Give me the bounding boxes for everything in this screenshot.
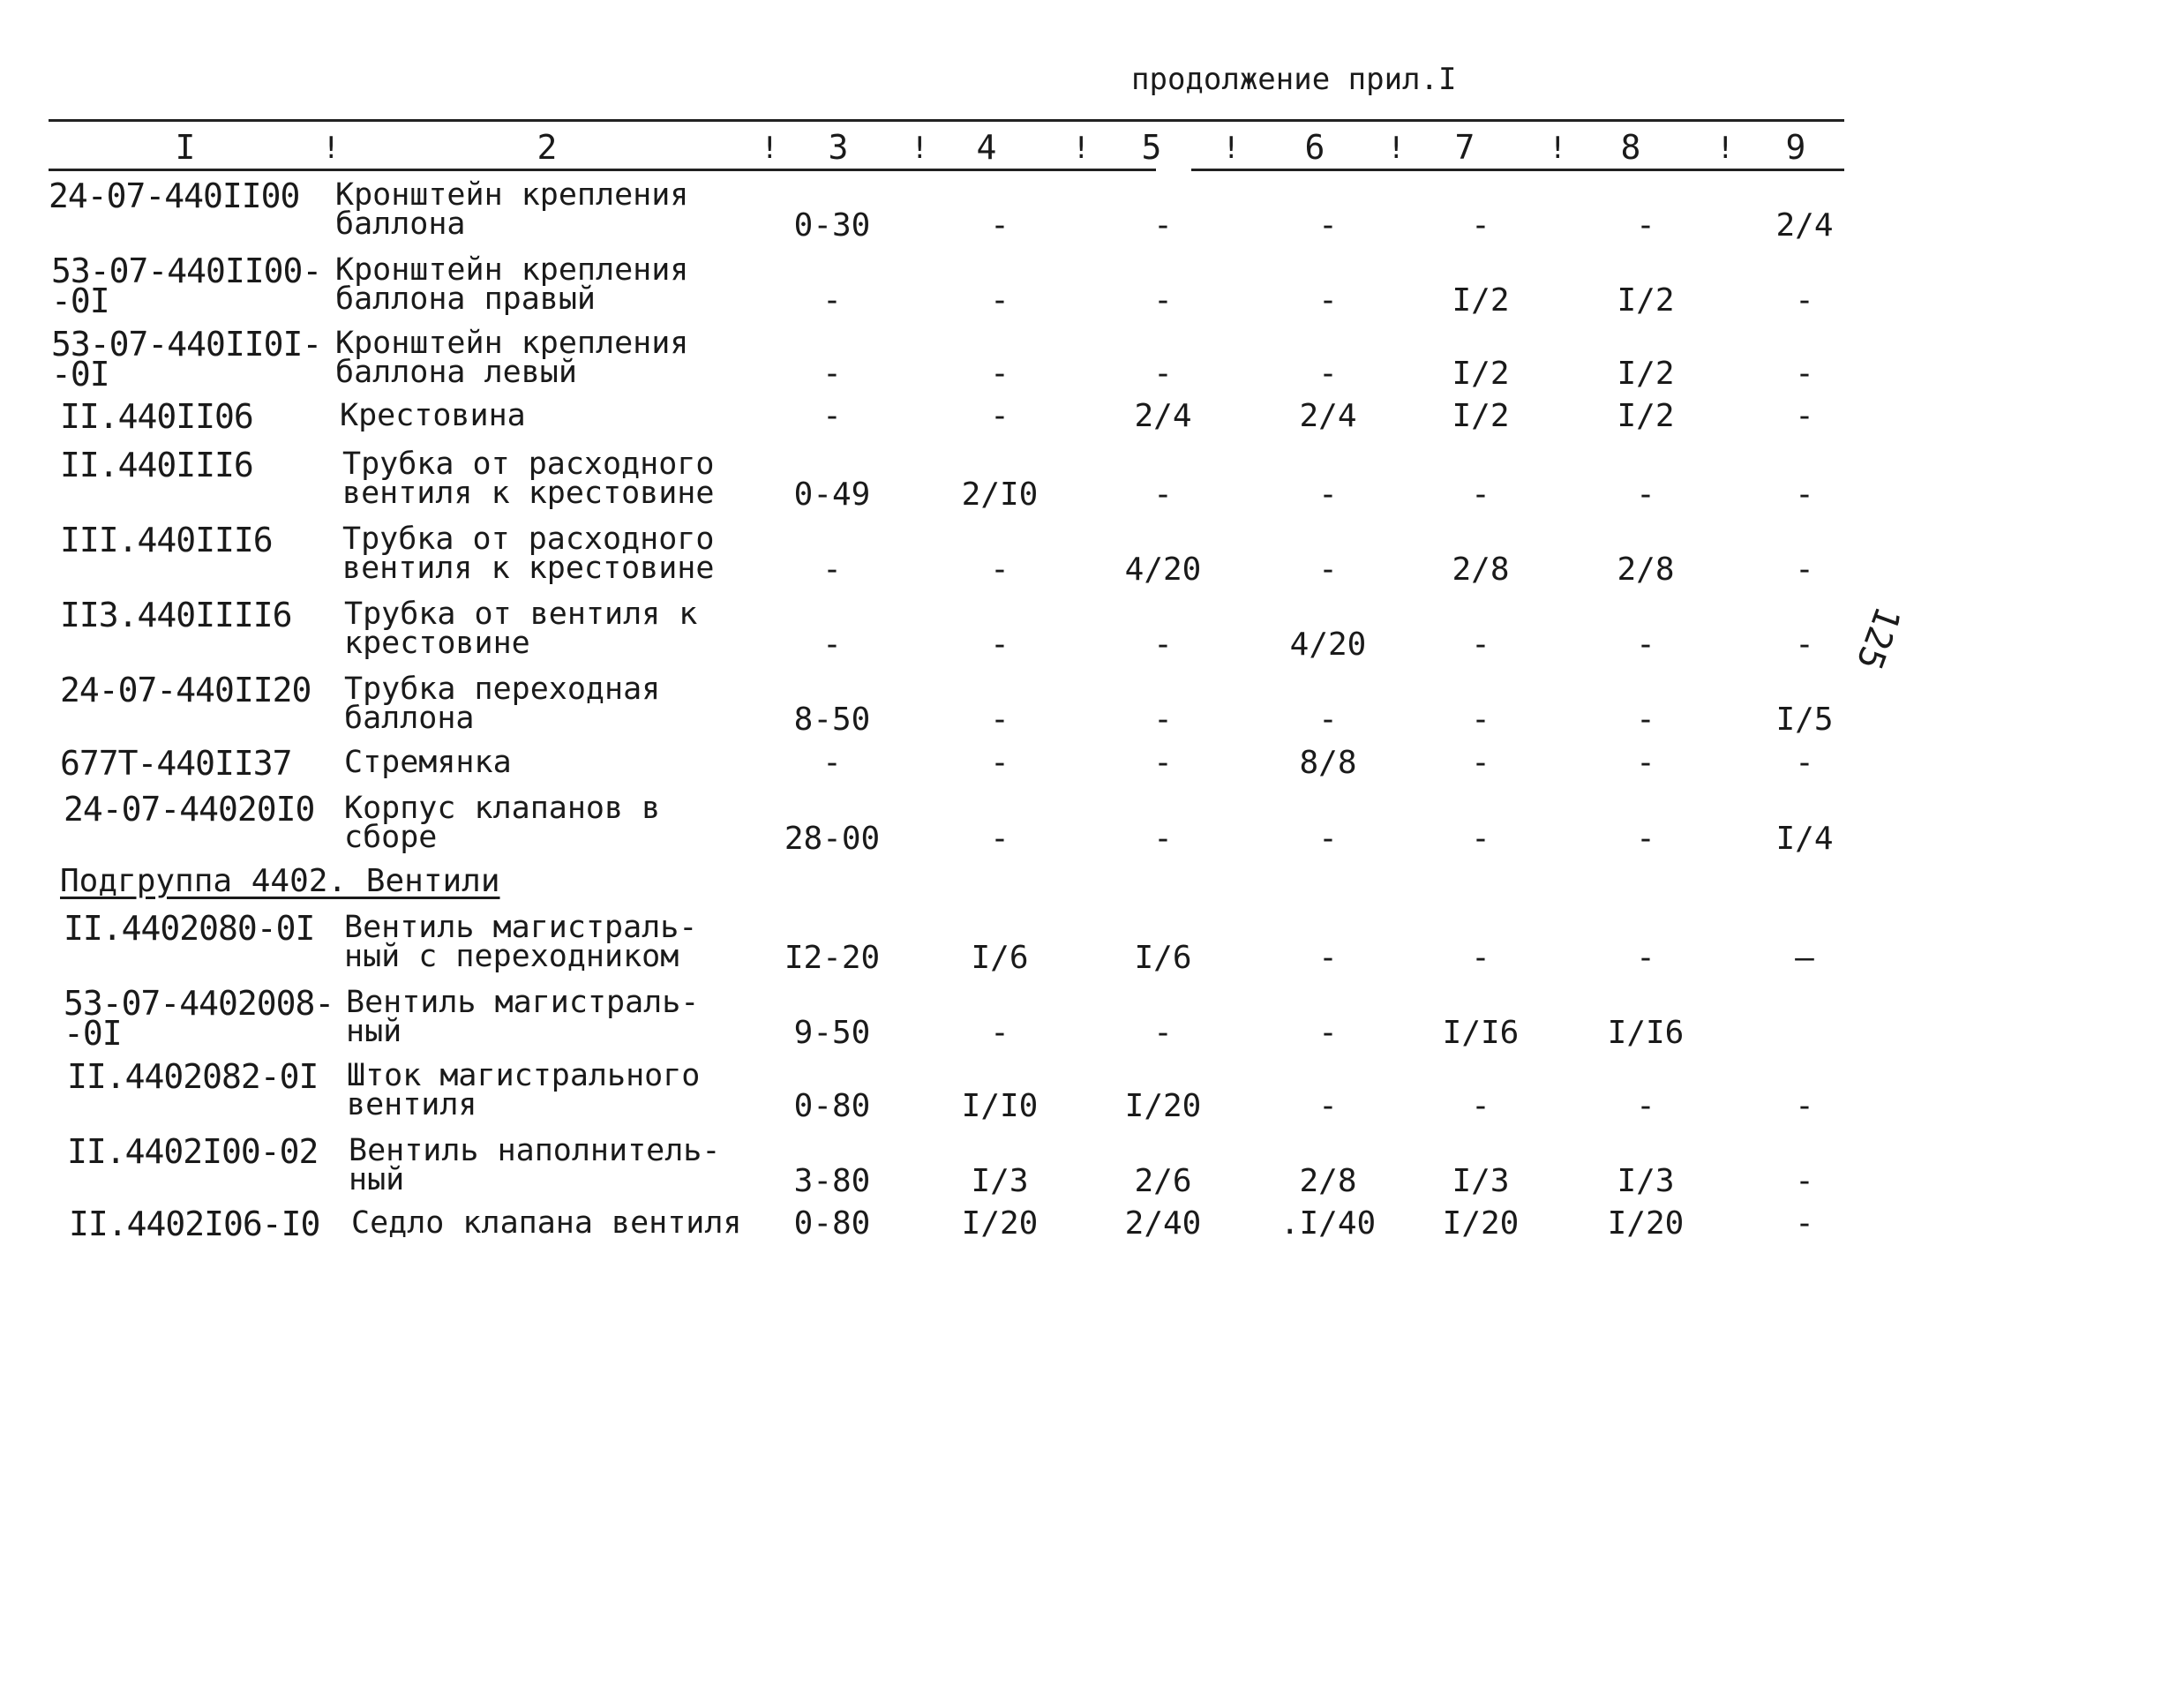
row-code: 53-07-440II0I- -0I	[51, 325, 322, 394]
caption: продолжение прил.I	[1131, 62, 1457, 97]
row-name: Кронштейн крепления баллона	[335, 177, 689, 242]
row-value-col-3: -	[822, 552, 842, 588]
row-value-col-3: 0-49	[793, 477, 871, 513]
row-value-col-4: I/I0	[961, 1088, 1039, 1124]
row-value-col-6: -	[1318, 1015, 1338, 1051]
row-value-col-3: -	[822, 356, 842, 392]
row-value-col-3: 0-30	[793, 207, 871, 244]
row-code: II.4402082-0I	[67, 1057, 319, 1096]
column-separator: !	[761, 131, 779, 166]
row-value-col-9: -	[1795, 1088, 1814, 1124]
row-value-col-9: -	[1795, 477, 1814, 513]
row-value-col-6: 8/8	[1299, 745, 1357, 781]
row-value-col-9: -	[1795, 745, 1814, 781]
row-value-col-5: -	[1153, 282, 1173, 319]
row-value-col-5: -	[1153, 1015, 1173, 1051]
header-rule-top	[49, 119, 1844, 122]
column-header-1: I	[175, 128, 196, 167]
row-value-col-6: -	[1318, 477, 1338, 513]
row-name: Кронштейн крепления баллона левый	[335, 326, 689, 390]
row-value-col-5: 4/20	[1124, 552, 1202, 588]
row-code: 24-07-440II20	[60, 671, 311, 709]
row-name: Крестовина	[340, 398, 526, 433]
row-code: II.440II06	[60, 397, 253, 436]
row-code: II.4402I06-I0	[69, 1204, 320, 1243]
row-value-col-5: -	[1153, 702, 1173, 738]
row-value-col-4: 2/I0	[961, 477, 1039, 513]
row-value-col-8: I/2	[1617, 282, 1675, 319]
row-value-col-4: -	[990, 552, 1009, 588]
row-code: 53-07-4402008- -0I	[64, 984, 334, 1053]
row-value-col-3: 3-80	[793, 1163, 871, 1199]
row-value-col-5: 2/4	[1134, 398, 1192, 434]
row-value-col-7: -	[1471, 1088, 1490, 1124]
row-value-col-7: -	[1471, 207, 1490, 244]
row-value-col-3: 0-80	[793, 1205, 871, 1242]
row-name: Седло клапана вентиля	[351, 1205, 742, 1241]
row-value-col-4: I/6	[971, 940, 1029, 976]
column-header-9: 9	[1785, 128, 1806, 167]
row-value-col-7: I/20	[1442, 1205, 1520, 1242]
row-code: 24-07-44020I0	[64, 790, 315, 829]
row-name: Трубка от вентиля к крестовине	[344, 597, 698, 661]
header-rule-bottom-left	[49, 169, 1156, 171]
row-value-col-7: -	[1471, 745, 1490, 781]
row-value-col-8: I/2	[1617, 398, 1675, 434]
column-header-6: 6	[1304, 128, 1325, 167]
row-value-col-4: I/20	[961, 1205, 1039, 1242]
row-value-col-9: -	[1795, 1163, 1814, 1199]
column-separator: !	[1222, 131, 1241, 166]
row-code: II.4402080-0I	[64, 909, 315, 948]
row-value-col-8: -	[1636, 627, 1655, 663]
column-separator: !	[322, 131, 341, 166]
row-code: II.440III6	[60, 446, 253, 484]
row-value-col-9: -	[1795, 627, 1814, 663]
row-value-col-6: 4/20	[1289, 627, 1367, 663]
row-value-col-5: -	[1153, 356, 1173, 392]
row-value-col-5: -	[1153, 745, 1173, 781]
row-value-col-6: 2/4	[1299, 398, 1357, 434]
column-separator: !	[1387, 131, 1406, 166]
row-value-col-7: -	[1471, 477, 1490, 513]
row-value-col-4: I/3	[971, 1163, 1029, 1199]
row-value-col-4: -	[990, 1015, 1009, 1051]
row-value-col-4: -	[990, 745, 1009, 781]
row-value-col-4: -	[990, 821, 1009, 857]
row-name: Трубка от расходного вентиля к крестовине	[342, 522, 715, 586]
row-value-col-6: -	[1318, 207, 1338, 244]
row-name: Вентиль магистраль- ный	[346, 985, 700, 1049]
row-value-col-4: -	[990, 282, 1009, 319]
row-value-col-8: -	[1636, 702, 1655, 738]
row-value-col-9: -	[1795, 1205, 1814, 1242]
row-value-col-6: -	[1318, 821, 1338, 857]
row-value-col-7: I/3	[1452, 1163, 1510, 1199]
row-value-col-9: -	[1795, 356, 1814, 392]
row-value-col-8: I/3	[1617, 1163, 1675, 1199]
row-value-col-9: 2/4	[1775, 207, 1834, 244]
column-separator: !	[1549, 131, 1567, 166]
row-value-col-8: -	[1636, 821, 1655, 857]
row-value-col-8: -	[1636, 477, 1655, 513]
column-separator: !	[911, 131, 929, 166]
row-name: Вентиль магистраль- ный с переходником	[344, 910, 698, 974]
row-name: Корпус клапанов в сборе	[344, 791, 661, 855]
row-value-col-6: -	[1318, 1088, 1338, 1124]
row-value-col-7: I/2	[1452, 282, 1510, 319]
row-value-col-7: -	[1471, 940, 1490, 976]
row-value-col-3: 28-00	[784, 821, 881, 857]
row-value-col-7: I/I6	[1442, 1015, 1520, 1051]
row-value-col-4: -	[990, 702, 1009, 738]
row-value-col-5: -	[1153, 821, 1173, 857]
column-separator: !	[1716, 131, 1735, 166]
row-value-col-6: -	[1318, 702, 1338, 738]
row-name: Трубка переходная баллона	[344, 672, 661, 736]
row-value-col-8: -	[1636, 745, 1655, 781]
row-code: 53-07-440II00- -0I	[51, 251, 322, 320]
row-value-col-7: I/2	[1452, 356, 1510, 392]
column-header-8: 8	[1620, 128, 1641, 167]
row-value-col-5: -	[1153, 207, 1173, 244]
row-value-col-5: -	[1153, 477, 1173, 513]
row-value-col-5: 2/40	[1124, 1205, 1202, 1242]
row-value-col-3: -	[822, 282, 842, 319]
row-value-col-3: 0-80	[793, 1088, 871, 1124]
column-header-5: 5	[1141, 128, 1162, 167]
row-value-col-3: 9-50	[793, 1015, 871, 1051]
row-value-col-3: -	[822, 745, 842, 781]
row-value-col-4: -	[990, 356, 1009, 392]
row-value-col-7: -	[1471, 702, 1490, 738]
column-header-4: 4	[976, 128, 997, 167]
row-value-col-8: I/2	[1617, 356, 1675, 392]
row-value-col-6: .I/40	[1280, 1205, 1377, 1242]
row-value-col-8: 2/8	[1617, 552, 1675, 588]
column-header-7: 7	[1454, 128, 1475, 167]
row-value-col-7: 2/8	[1452, 552, 1510, 588]
column-header-2: 2	[537, 128, 558, 167]
header-rule-bottom-right	[1191, 169, 1844, 171]
row-code: 24-07-440II00	[49, 176, 300, 215]
row-value-col-4: -	[990, 627, 1009, 663]
row-value-col-8: -	[1636, 1088, 1655, 1124]
row-value-col-4: -	[990, 207, 1009, 244]
row-value-col-6: 2/8	[1299, 1163, 1357, 1199]
row-value-col-8: I/I6	[1607, 1015, 1685, 1051]
row-value-col-3: 8-50	[793, 702, 871, 738]
column-separator: !	[1072, 131, 1091, 166]
row-name: Стремянка	[344, 745, 512, 780]
row-name: Трубка от расходного вентиля к крестовине	[342, 447, 715, 511]
page-number: 125	[1848, 601, 1909, 675]
row-value-col-5: I/20	[1124, 1088, 1202, 1124]
row-name: Вентиль наполнитель- ный	[349, 1133, 721, 1197]
row-value-col-9: —	[1795, 940, 1814, 976]
column-header-3: 3	[828, 128, 849, 167]
row-value-col-6: -	[1318, 356, 1338, 392]
row-value-col-3: I2-20	[784, 940, 881, 976]
row-value-col-9: -	[1795, 282, 1814, 319]
row-name: Шток магистрального вентиля	[347, 1058, 701, 1122]
subgroup-title: Подгруппа 4402. Вентили	[60, 863, 500, 899]
row-value-col-8: -	[1636, 940, 1655, 976]
row-value-col-3: -	[822, 627, 842, 663]
row-value-col-9: I/4	[1775, 821, 1834, 857]
row-value-col-5: -	[1153, 627, 1173, 663]
row-value-col-4: -	[990, 398, 1009, 434]
row-code: 677Т-440II37	[60, 744, 292, 783]
row-value-col-3: -	[822, 398, 842, 434]
row-code: III.440III6	[60, 521, 273, 559]
row-value-col-9: -	[1795, 552, 1814, 588]
row-value-col-9: I/5	[1775, 702, 1834, 738]
row-value-col-7: I/2	[1452, 398, 1510, 434]
row-value-col-7: -	[1471, 627, 1490, 663]
row-value-col-6: -	[1318, 552, 1338, 588]
row-code: II3.440IIII6	[60, 596, 292, 634]
row-value-col-5: I/6	[1134, 940, 1192, 976]
row-value-col-5: 2/6	[1134, 1163, 1192, 1199]
row-value-col-6: -	[1318, 282, 1338, 319]
row-name: Кронштейн крепления баллона правый	[335, 252, 689, 317]
row-value-col-8: I/20	[1607, 1205, 1685, 1242]
row-code: II.4402I00-02	[67, 1132, 319, 1171]
row-value-col-9: -	[1795, 398, 1814, 434]
row-value-col-8: -	[1636, 207, 1655, 244]
row-value-col-6: -	[1318, 940, 1338, 976]
row-value-col-7: -	[1471, 821, 1490, 857]
